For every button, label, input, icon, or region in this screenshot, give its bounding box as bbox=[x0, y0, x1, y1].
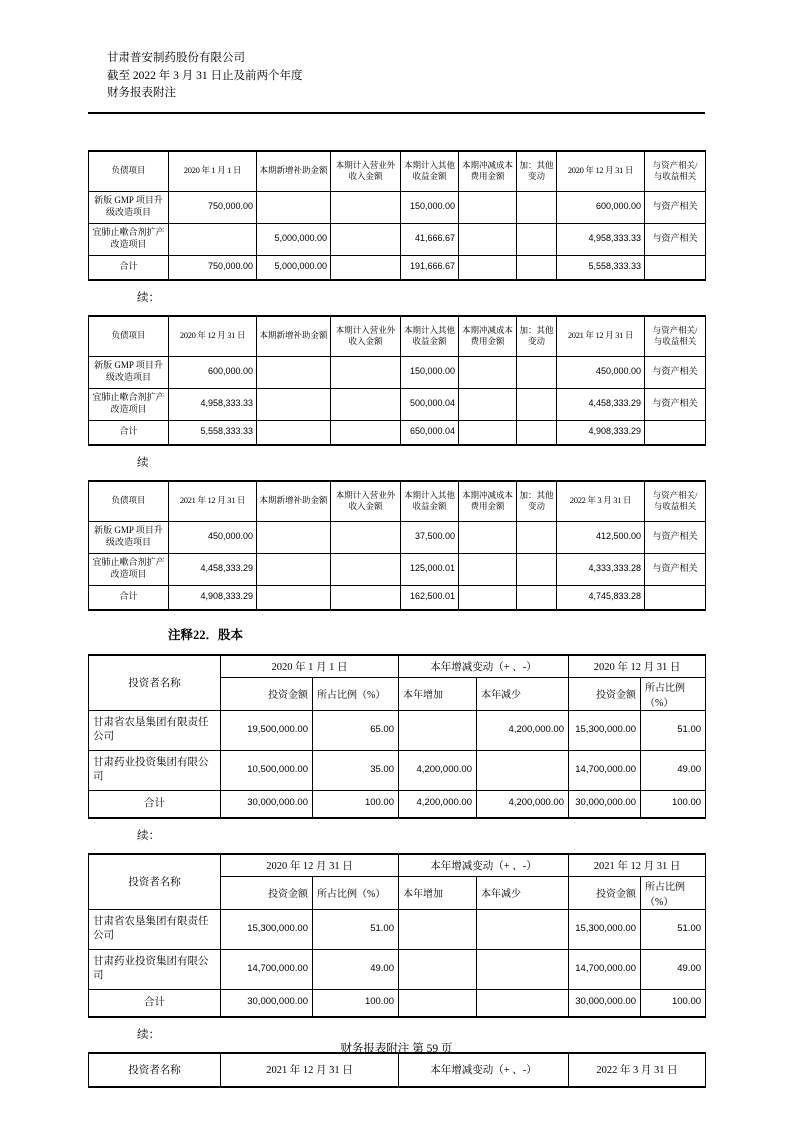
header-row bbox=[89, 151, 706, 192]
table-cell: 19,500,000.00 bbox=[221, 710, 313, 750]
table-cell bbox=[517, 388, 557, 420]
column-header: 本期冲减成本费用金额 bbox=[459, 481, 517, 522]
column-header: 本期计入营业外收入金额 bbox=[331, 151, 401, 192]
column-header: 负债项目 bbox=[89, 151, 169, 192]
table-cell bbox=[399, 949, 477, 989]
table-cell bbox=[645, 420, 706, 445]
table-cell: 100.00 bbox=[313, 790, 399, 818]
table-cell: 5,558,333.33 bbox=[557, 255, 645, 280]
table-cell: 4,200,000.00 bbox=[477, 790, 569, 818]
header-rule bbox=[88, 112, 705, 114]
table-row bbox=[89, 521, 706, 553]
table-cell bbox=[331, 420, 401, 445]
column-header: 所占比例（%） bbox=[313, 876, 399, 909]
column-header: 加：其他变动 bbox=[517, 316, 557, 357]
table-cell: 14,700,000.00 bbox=[221, 949, 313, 989]
table-cell: 5,558,333.33 bbox=[169, 420, 257, 445]
column-header: 本期冲减成本费用金额 bbox=[459, 316, 517, 357]
table-cell: 4,958,333.33 bbox=[169, 388, 257, 420]
table-row bbox=[89, 553, 706, 585]
table-cell: 100.00 bbox=[641, 790, 706, 818]
table-cell: 4,458,333.29 bbox=[169, 553, 257, 585]
table-cell: 与资产相关 bbox=[645, 223, 706, 255]
table-cell: 412,500.00 bbox=[557, 521, 645, 553]
column-header: 所占比例（%） bbox=[313, 677, 399, 710]
table-cell bbox=[257, 420, 331, 445]
table-head bbox=[89, 1053, 706, 1087]
table-cell bbox=[517, 420, 557, 445]
group-header-row bbox=[89, 655, 706, 678]
table-row bbox=[89, 388, 706, 420]
share-capital-table-2022q1-header bbox=[88, 1052, 706, 1088]
total-row bbox=[89, 989, 706, 1017]
table-cell bbox=[517, 191, 557, 223]
company-name: 甘肃普安制药股份有限公司 bbox=[107, 52, 245, 64]
column-header: 负债项目 bbox=[89, 481, 169, 522]
row-label: 合计 bbox=[89, 585, 169, 610]
table-cell: 4,958,333.33 bbox=[557, 223, 645, 255]
table-cell: 30,000,000.00 bbox=[569, 790, 641, 818]
header-row bbox=[89, 316, 706, 357]
table-cell bbox=[645, 585, 706, 610]
table-cell bbox=[477, 750, 569, 790]
column-header: 所占比例（%） bbox=[641, 876, 706, 909]
table-cell bbox=[517, 553, 557, 585]
table-cell bbox=[517, 223, 557, 255]
group-header: 2020 年 12 月 31 日 bbox=[221, 854, 399, 877]
table-head bbox=[89, 316, 706, 357]
column-header: 本期新增补助金额 bbox=[257, 316, 331, 357]
table-cell bbox=[459, 521, 517, 553]
table-cell: 450,000.00 bbox=[169, 521, 257, 553]
table-cell bbox=[399, 710, 477, 750]
table-cell: 10,500,000.00 bbox=[221, 750, 313, 790]
table-cell: 125,000.01 bbox=[401, 553, 459, 585]
table-cell: 750,000.00 bbox=[169, 255, 257, 280]
table-cell: 4,200,000.00 bbox=[477, 710, 569, 750]
table-cell: 162,500.01 bbox=[401, 585, 459, 610]
table-cell bbox=[331, 585, 401, 610]
table-cell: 与资产相关 bbox=[645, 356, 706, 388]
table-row bbox=[89, 710, 706, 750]
group-header: 本年增减变动（+ 、-） bbox=[399, 854, 569, 877]
table-cell bbox=[257, 191, 331, 223]
table-cell: 49.00 bbox=[641, 750, 706, 790]
table-cell bbox=[257, 356, 331, 388]
continued-label: 续： bbox=[137, 829, 160, 842]
table-cell: 4,200,000.00 bbox=[399, 750, 477, 790]
column-header: 本年减少 bbox=[477, 876, 569, 909]
table-cell: 750,000.00 bbox=[169, 191, 257, 223]
column-header: 本年增加 bbox=[399, 677, 477, 710]
header-row bbox=[89, 481, 706, 522]
column-header: 本年减少 bbox=[477, 677, 569, 710]
row-label: 宜肺止嗽合剂扩产改造项目 bbox=[89, 223, 169, 255]
table-head bbox=[89, 481, 706, 522]
table-cell: 450,000.00 bbox=[557, 356, 645, 388]
table-cell: 30,000,000.00 bbox=[221, 790, 313, 818]
column-header: 本期计入其他收益金额 bbox=[401, 481, 459, 522]
total-row bbox=[89, 790, 706, 818]
table-cell bbox=[459, 585, 517, 610]
table-cell: 600,000.00 bbox=[169, 356, 257, 388]
investor-name-header: 投资者名称 bbox=[89, 655, 221, 711]
table-cell: 5,000,000.00 bbox=[257, 255, 331, 280]
table-body bbox=[89, 710, 706, 818]
table-cell bbox=[331, 553, 401, 585]
investor-name: 甘肃省农垦集团有限责任公司 bbox=[89, 710, 221, 750]
continued-label: 续： bbox=[137, 1028, 160, 1041]
share-capital-table-2021 bbox=[88, 853, 706, 1018]
column-header: 本期计入其他收益金额 bbox=[401, 316, 459, 357]
table-cell: 100.00 bbox=[313, 989, 399, 1017]
table-cell bbox=[331, 521, 401, 553]
table-body bbox=[89, 191, 706, 280]
document-type: 财务报表附注 bbox=[107, 87, 176, 99]
total-row bbox=[89, 585, 706, 610]
column-header: 2021 年 12 月 31 日 bbox=[169, 481, 257, 522]
column-header: 投资金额 bbox=[221, 876, 313, 909]
column-header: 与资产相关/与收益相关 bbox=[645, 151, 706, 192]
table-cell bbox=[459, 191, 517, 223]
table-cell bbox=[477, 909, 569, 949]
table-cell bbox=[645, 255, 706, 280]
table-cell: 35.00 bbox=[313, 750, 399, 790]
table-cell: 30,000,000.00 bbox=[569, 989, 641, 1017]
column-header: 与资产相关/与收益相关 bbox=[645, 316, 706, 357]
table-cell: 500,000.04 bbox=[401, 388, 459, 420]
group-header: 2020 年 12 月 31 日 bbox=[569, 655, 706, 678]
table-body bbox=[89, 356, 706, 445]
header-row bbox=[89, 1053, 706, 1087]
column-header: 本期冲减成本费用金额 bbox=[459, 151, 517, 192]
table-cell: 15,300,000.00 bbox=[221, 909, 313, 949]
row-label: 新版 GMP 项目升级改造项目 bbox=[89, 521, 169, 553]
table-cell: 51.00 bbox=[641, 710, 706, 750]
table-cell: 37,500.00 bbox=[401, 521, 459, 553]
table-cell: 600,000.00 bbox=[557, 191, 645, 223]
table-cell: 150,000.00 bbox=[401, 356, 459, 388]
column-header: 2022 年 3 月 31 日 bbox=[557, 481, 645, 522]
row-label: 宜肺止嗽合剂扩产改造项目 bbox=[89, 388, 169, 420]
table-cell: 150,000.00 bbox=[401, 191, 459, 223]
table-cell bbox=[331, 356, 401, 388]
table-row bbox=[89, 750, 706, 790]
table-cell bbox=[331, 223, 401, 255]
liability-rollforward-table-2021 bbox=[88, 315, 706, 446]
table-row bbox=[89, 909, 706, 949]
column-header: 本期计入营业外收入金额 bbox=[331, 316, 401, 357]
table-cell bbox=[331, 191, 401, 223]
table-cell: 14,700,000.00 bbox=[569, 949, 641, 989]
column-header: 投资金额 bbox=[569, 677, 641, 710]
table-body bbox=[89, 909, 706, 1017]
table-cell: 15,300,000.00 bbox=[569, 710, 641, 750]
investor-name: 甘肃药业投资集团有限公司 bbox=[89, 750, 221, 790]
column-header: 本期新增补助金额 bbox=[257, 151, 331, 192]
group-header-row bbox=[89, 854, 706, 877]
table-cell bbox=[517, 585, 557, 610]
table-cell bbox=[399, 909, 477, 949]
table-cell bbox=[517, 521, 557, 553]
table-cell bbox=[257, 388, 331, 420]
column-header: 2022 年 3 月 31 日 bbox=[569, 1053, 706, 1087]
table-cell bbox=[169, 223, 257, 255]
row-label: 合计 bbox=[89, 420, 169, 445]
table-cell: 51.00 bbox=[313, 909, 399, 949]
table-body bbox=[89, 521, 706, 610]
table-cell bbox=[459, 420, 517, 445]
table-cell bbox=[257, 521, 331, 553]
table-cell bbox=[257, 585, 331, 610]
table-row bbox=[89, 191, 706, 223]
table-cell: 4,908,333.29 bbox=[557, 420, 645, 445]
table-cell: 41,666.67 bbox=[401, 223, 459, 255]
liability-rollforward-table-2020 bbox=[88, 150, 706, 281]
column-header: 本年增减变动（+ 、-） bbox=[399, 1053, 569, 1087]
table-cell bbox=[459, 223, 517, 255]
table-row bbox=[89, 223, 706, 255]
page-content bbox=[88, 0, 705, 1088]
table-cell bbox=[459, 388, 517, 420]
share-capital-table-2020 bbox=[88, 654, 706, 819]
investor-name: 甘肃药业投资集团有限公司 bbox=[89, 949, 221, 989]
table-row bbox=[89, 949, 706, 989]
continued-label: 续： bbox=[137, 291, 160, 304]
table-head bbox=[89, 151, 706, 192]
table-cell bbox=[459, 553, 517, 585]
liability-rollforward-table-2022q1 bbox=[88, 480, 706, 611]
row-label: 宜肺止嗽合剂扩产改造项目 bbox=[89, 553, 169, 585]
table-head bbox=[89, 854, 706, 910]
table-cell bbox=[459, 255, 517, 280]
column-header: 加：其他变动 bbox=[517, 151, 557, 192]
note-22-heading: 注释22．股本 bbox=[168, 627, 244, 642]
table-cell: 4,745,833.28 bbox=[557, 585, 645, 610]
table-cell bbox=[331, 255, 401, 280]
row-label: 新版 GMP 项目升级改造项目 bbox=[89, 356, 169, 388]
table-cell bbox=[459, 356, 517, 388]
document-header bbox=[88, 0, 705, 103]
group-header: 本年增减变动（+ 、-） bbox=[399, 655, 569, 678]
table-cell bbox=[257, 553, 331, 585]
column-header: 2020 年 12 月 31 日 bbox=[169, 316, 257, 357]
row-label: 合计 bbox=[89, 255, 169, 280]
column-header: 本期计入营业外收入金额 bbox=[331, 481, 401, 522]
row-label: 新版 GMP 项目升级改造项目 bbox=[89, 191, 169, 223]
investor-name-header: 投资者名称 bbox=[89, 854, 221, 910]
column-header: 加：其他变动 bbox=[517, 481, 557, 522]
table-cell: 与资产相关 bbox=[645, 388, 706, 420]
table-cell bbox=[477, 949, 569, 989]
column-header: 本年增加 bbox=[399, 876, 477, 909]
column-header: 本期计入其他收益金额 bbox=[401, 151, 459, 192]
column-header: 本期新增补助金额 bbox=[257, 481, 331, 522]
table-cell: 191,666.67 bbox=[401, 255, 459, 280]
table-cell: 4,458,333.29 bbox=[557, 388, 645, 420]
column-header: 2021 年 12 月 31 日 bbox=[557, 316, 645, 357]
table-cell: 65.00 bbox=[313, 710, 399, 750]
column-header: 投资金额 bbox=[569, 876, 641, 909]
table-row bbox=[89, 356, 706, 388]
column-header: 投资者名称 bbox=[89, 1053, 221, 1087]
page-footer: 财务报表附注 第 59 页 bbox=[340, 1043, 453, 1055]
column-header: 投资金额 bbox=[221, 677, 313, 710]
table-cell: 4,908,333.29 bbox=[169, 585, 257, 610]
table-cell: 4,333,333.28 bbox=[557, 553, 645, 585]
table-cell bbox=[517, 356, 557, 388]
table-cell: 51.00 bbox=[641, 909, 706, 949]
column-header: 2020 年 12 月 31 日 bbox=[557, 151, 645, 192]
group-header: 2021 年 12 月 31 日 bbox=[569, 854, 706, 877]
column-header: 与资产相关/与收益相关 bbox=[645, 481, 706, 522]
column-header: 2020 年 1 月 1 日 bbox=[169, 151, 257, 192]
total-row bbox=[89, 420, 706, 445]
table-cell: 100.00 bbox=[641, 989, 706, 1017]
table-cell: 15,300,000.00 bbox=[569, 909, 641, 949]
continued-label: 续 bbox=[137, 456, 149, 469]
reporting-period: 截至 2022 年 3 月 31 日止及前两个年度 bbox=[107, 69, 303, 82]
table-head bbox=[89, 655, 706, 711]
table-cell: 与资产相关 bbox=[645, 553, 706, 585]
total-row bbox=[89, 255, 706, 280]
table-cell: 5,000,000.00 bbox=[257, 223, 331, 255]
table-cell bbox=[331, 388, 401, 420]
table-cell bbox=[517, 255, 557, 280]
investor-name: 甘肃省农垦集团有限责任公司 bbox=[89, 909, 221, 949]
table-cell: 30,000,000.00 bbox=[221, 989, 313, 1017]
investor-name: 合计 bbox=[89, 790, 221, 818]
table-cell: 4,200,000.00 bbox=[399, 790, 477, 818]
table-cell: 650,000.04 bbox=[401, 420, 459, 445]
column-header: 所占比例（%） bbox=[641, 677, 706, 710]
group-header: 2020 年 1 月 1 日 bbox=[221, 655, 399, 678]
table-cell bbox=[477, 989, 569, 1017]
table-cell: 14,700,000.00 bbox=[569, 750, 641, 790]
table-cell: 49.00 bbox=[641, 949, 706, 989]
column-header: 2021 年 12 月 31 日 bbox=[221, 1053, 399, 1087]
table-cell bbox=[399, 989, 477, 1017]
table-cell: 与资产相关 bbox=[645, 521, 706, 553]
column-header: 负债项目 bbox=[89, 316, 169, 357]
investor-name: 合计 bbox=[89, 989, 221, 1017]
table-cell: 与资产相关 bbox=[645, 191, 706, 223]
table-cell: 49.00 bbox=[313, 949, 399, 989]
